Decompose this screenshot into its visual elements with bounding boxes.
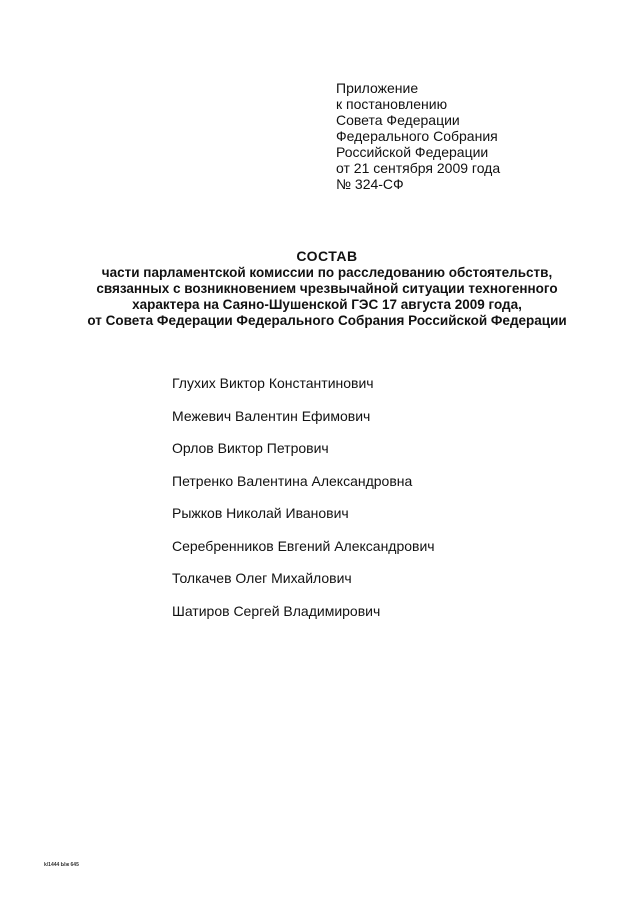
appendix-line: от 21 сентября 2009 года — [336, 160, 501, 176]
member-name: Межевич Валентин Ефимович — [172, 407, 371, 424]
appendix-line: Федерального Собрания — [336, 128, 498, 144]
member-name: Рыжков Николай Иванович — [172, 505, 349, 521]
member-name: Толкачев Олег Михайлович — [172, 570, 352, 586]
member-name: Глухих Виктор Константинович — [172, 375, 374, 391]
member-list — [172, 374, 435, 634]
appendix-line: Совета Федерации — [336, 112, 460, 128]
member-name: Шатиров Сергей Владимирович — [172, 602, 381, 619]
document-title: СОСТАВ — [296, 248, 358, 264]
document-subtitle-line: части парламентской комиссии по расследованию обстоятельств, — [101, 265, 553, 280]
appendix-block — [336, 80, 500, 192]
document-heading — [40, 248, 614, 329]
document-subtitle-line: характера на Саяно-Шушенской ГЭС 17 августа 2009 года, — [132, 297, 522, 312]
appendix-line: к постановлению — [336, 96, 448, 112]
member-name: Орлов Виктор Петрович — [172, 440, 329, 456]
document-subtitle-line: связанных с возникновением чрезвычайной ситуации техногенного — [96, 281, 558, 296]
footer-print-code: k/1444 Ыж 645 — [44, 862, 79, 868]
appendix-line: Российской Федерации — [336, 144, 489, 160]
document-subtitle-line: от Совета Федерации Федерального Собрания Российской Федерации — [87, 313, 567, 328]
appendix-line: Приложение — [336, 80, 419, 96]
member-name: Петренко Валентина Александровна — [172, 472, 413, 489]
member-name: Серебренников Евгений Александрович — [172, 537, 435, 554]
appendix-line: № 324-СФ — [336, 176, 404, 192]
